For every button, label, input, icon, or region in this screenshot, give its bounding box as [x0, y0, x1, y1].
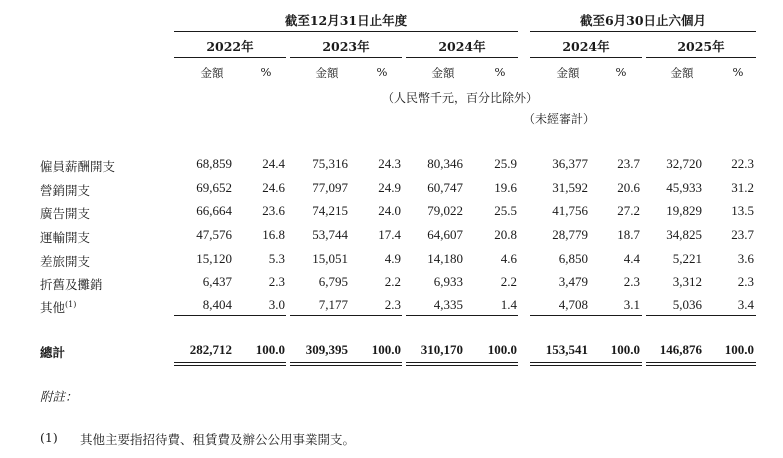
percent-header-h1-2025: % — [732, 65, 744, 79]
year-rule-2022 — [174, 57, 286, 58]
total-rule-h1-2024 — [530, 362, 642, 366]
amount-cell: 60,747 — [427, 180, 463, 195]
amount-cell: 7,177 — [318, 297, 348, 312]
percent-cell: 17.4 — [378, 227, 401, 242]
amount-cell: 68,859 — [196, 156, 232, 171]
percent-cell: 19.6 — [494, 180, 517, 195]
percent-cell: 2.2 — [500, 274, 517, 289]
percent-cell: 3.0 — [268, 297, 285, 312]
row-label: 僱員薪酬開支 — [40, 159, 116, 174]
amount-cell: 45,933 — [666, 180, 702, 195]
total-amount-cell: 309,395 — [305, 342, 348, 357]
row-label: 折舊及攤銷 — [40, 277, 103, 292]
percent-header-2022: % — [260, 65, 272, 79]
amount-cell: 32,720 — [666, 156, 702, 171]
row-label: 營銷開支 — [40, 183, 91, 198]
total-amount-cell: 310,170 — [420, 342, 463, 357]
footnote-ref: (1) — [65, 299, 77, 309]
percent-cell: 5.3 — [268, 251, 285, 266]
amount-cell: 8,404 — [202, 297, 232, 312]
total-amount-cell: 146,876 — [659, 342, 702, 357]
percent-cell: 24.4 — [262, 156, 285, 171]
total-rule-2024 — [406, 362, 518, 366]
amount-cell: 79,022 — [427, 203, 463, 218]
year-header-2023: 2023年 — [322, 39, 370, 54]
year-header-h1-2024: 2024年 — [562, 39, 610, 54]
total-label: 總計 — [40, 345, 66, 360]
subtotal-rule-2024 — [406, 315, 518, 316]
amount-cell: 4,708 — [558, 297, 588, 312]
amount-cell: 36,377 — [552, 156, 588, 171]
percent-cell: 23.6 — [262, 203, 285, 218]
amount-cell: 34,825 — [666, 227, 702, 242]
subtotal-rule-2022 — [174, 315, 286, 316]
amount-cell: 66,664 — [196, 203, 232, 218]
year-rule-h1-2024 — [530, 57, 642, 58]
amount-cell: 64,607 — [427, 227, 463, 242]
amount-header-2024: 金額 — [431, 66, 455, 80]
percent-cell: 25.5 — [494, 203, 517, 218]
unaudited-note: （未經審計） — [523, 112, 596, 126]
percent-cell: 13.5 — [731, 203, 754, 218]
row-label: 運輸開支 — [40, 230, 91, 245]
percent-cell: 4.6 — [500, 251, 517, 266]
percent-cell: 20.6 — [617, 180, 640, 195]
amount-cell: 6,437 — [202, 274, 232, 289]
percent-cell: 2.3 — [737, 274, 754, 289]
group-header-annual: 截至12月31日止年度 — [284, 13, 408, 28]
percent-cell: 24.3 — [378, 156, 401, 171]
total-percent-cell: 100.0 — [255, 342, 285, 357]
amount-cell: 6,795 — [318, 274, 348, 289]
percent-cell: 3.6 — [737, 251, 754, 266]
percent-cell: 3.1 — [623, 297, 640, 312]
percent-cell: 23.7 — [617, 156, 640, 171]
total-rule-2022 — [174, 362, 286, 366]
notes-heading: 附註： — [40, 389, 78, 404]
percent-cell: 23.7 — [731, 227, 754, 242]
amount-header-h1-2025: 金額 — [670, 66, 694, 80]
year-header-2024: 2024年 — [438, 39, 486, 54]
percent-cell: 22.3 — [731, 156, 754, 171]
amount-cell: 47,576 — [196, 227, 232, 242]
amount-cell: 75,316 — [312, 156, 348, 171]
amount-cell: 6,933 — [433, 274, 463, 289]
amount-header-h1-2024: 金額 — [556, 66, 580, 80]
year-header-2022: 2022年 — [206, 39, 254, 54]
group-header-annual-rule — [174, 31, 518, 32]
percent-cell: 31.2 — [731, 180, 754, 195]
percent-cell: 24.9 — [378, 180, 401, 195]
total-percent-cell: 100.0 — [487, 342, 517, 357]
amount-cell: 5,036 — [672, 297, 702, 312]
total-percent-cell: 100.0 — [610, 342, 640, 357]
note-text: 其他主要指招待費、租賃費及辦公公用事業開支。 — [80, 432, 356, 447]
percent-cell: 2.3 — [384, 297, 401, 312]
amount-cell: 69,652 — [196, 180, 232, 195]
row-label: 差旅開支 — [40, 254, 91, 269]
percent-cell: 20.8 — [494, 227, 517, 242]
amount-cell: 80,346 — [427, 156, 463, 171]
amount-header-2022: 金額 — [200, 66, 224, 80]
percent-cell: 2.2 — [384, 274, 401, 289]
amount-cell: 3,479 — [558, 274, 588, 289]
amount-cell: 77,097 — [312, 180, 348, 195]
amount-cell: 41,756 — [552, 203, 588, 218]
subtotal-rule-2023 — [290, 315, 402, 316]
percent-cell: 27.2 — [617, 203, 640, 218]
percent-header-2023: % — [376, 65, 388, 79]
percent-cell: 2.3 — [268, 274, 285, 289]
note-marker: (1) — [40, 430, 58, 445]
total-amount-cell: 153,541 — [545, 342, 588, 357]
amount-cell: 3,312 — [672, 274, 702, 289]
amount-cell: 14,180 — [427, 251, 463, 266]
row-label: 廣告開支 — [40, 206, 91, 221]
amount-cell: 19,829 — [666, 203, 702, 218]
percent-cell: 16.8 — [262, 227, 285, 242]
percent-cell: 3.4 — [737, 297, 754, 312]
amount-cell: 74,215 — [312, 203, 348, 218]
total-amount-cell: 282,712 — [189, 342, 232, 357]
row-label: 其他$^{(1)}$ — [40, 299, 77, 315]
amount-header-2023: 金額 — [315, 66, 339, 80]
percent-header-2024: % — [494, 65, 506, 79]
total-percent-cell: 100.0 — [724, 342, 754, 357]
percent-cell: 4.9 — [384, 251, 401, 266]
subtotal-rule-h1-2025 — [646, 315, 756, 316]
total-rule-2023 — [290, 362, 402, 366]
amount-cell: 6,850 — [558, 251, 588, 266]
unit-note: （人民幣千元，百分比除外） — [382, 91, 539, 105]
percent-cell: 24.6 — [262, 180, 285, 195]
percent-header-h1-2024: % — [615, 65, 627, 79]
percent-cell: 2.3 — [623, 274, 640, 289]
total-rule-h1-2025 — [646, 362, 756, 366]
percent-cell: 24.0 — [378, 203, 401, 218]
subtotal-rule-h1-2024 — [530, 315, 642, 316]
percent-cell: 25.9 — [494, 156, 517, 171]
year-rule-h1-2025 — [646, 57, 756, 58]
percent-cell: 1.4 — [500, 297, 517, 312]
year-rule-2023 — [290, 57, 402, 58]
amount-cell: 4,335 — [433, 297, 463, 312]
amount-cell: 15,120 — [196, 251, 232, 266]
year-rule-2024 — [406, 57, 518, 58]
percent-cell: 4.4 — [623, 251, 640, 266]
group-header-interim: 截至6月30日止六個月 — [579, 13, 707, 28]
year-header-h1-2025: 2025年 — [677, 39, 725, 54]
amount-cell: 28,779 — [552, 227, 588, 242]
amount-cell: 15,051 — [312, 251, 348, 266]
total-percent-cell: 100.0 — [371, 342, 401, 357]
amount-cell: 31,592 — [552, 180, 588, 195]
amount-cell: 5,221 — [672, 251, 702, 266]
amount-cell: 53,744 — [312, 227, 348, 242]
percent-cell: 18.7 — [617, 227, 640, 242]
group-header-interim-rule — [530, 31, 756, 32]
